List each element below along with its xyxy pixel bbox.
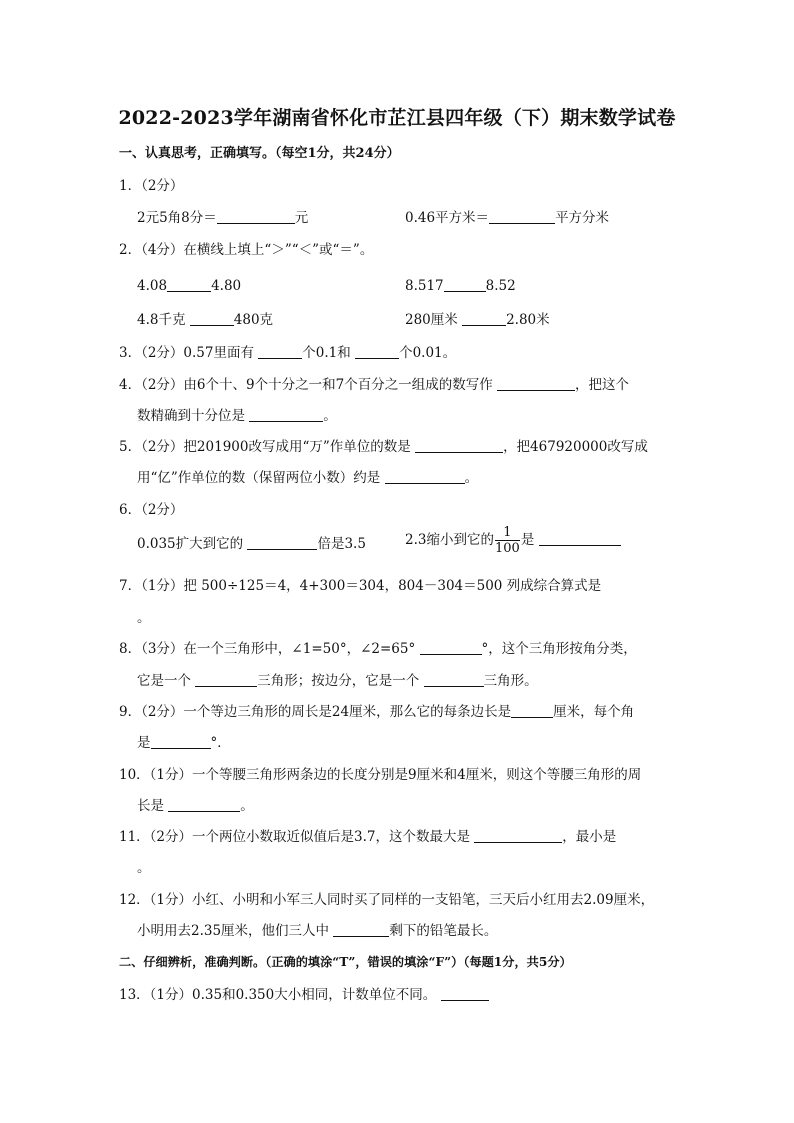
question-6-part-b: 2.3缩小到它的 $\frac{1}{100}$ 是 <box>405 523 621 557</box>
answer-blank[interactable] <box>190 311 234 326</box>
answer-blank[interactable] <box>489 209 555 224</box>
question-7-line-2: 。 <box>137 610 151 626</box>
question-6-head: 6．（2分） <box>119 502 184 518</box>
answer-blank[interactable] <box>168 797 240 812</box>
answer-blank[interactable] <box>167 277 211 292</box>
answer-blank[interactable] <box>511 703 553 718</box>
answer-blank[interactable] <box>497 376 575 391</box>
question-11-line-2: 。 <box>137 860 151 876</box>
question-10-line-1: 10．（1分）一个等腰三角形两条边的长度分别是9厘米和4厘米，则这个等腰三角形的周 <box>119 767 642 783</box>
page-title: 2022-2023学年湖南省怀化市芷江县四年级（下）期末数学试卷 <box>118 107 676 129</box>
question-5-line-2: 用“亿”作单位的数（保留两位小数）约是 。 <box>137 470 479 486</box>
question-2-part-a: 4.08 4.80 <box>137 278 242 294</box>
question-5-line-1: 5．（2分）把201900改写成用“万”作单位的数是 ，把467920000改写成 <box>119 439 648 455</box>
question-10-line-2: 长是 。 <box>137 798 254 814</box>
answer-blank[interactable] <box>333 922 389 937</box>
answer-blank[interactable] <box>247 535 317 550</box>
answer-blank[interactable] <box>385 469 465 484</box>
question-3: 3．（2分）0.57里面有 个0.1和 个0.01。 <box>119 345 457 361</box>
question-8-line-1: 8．（3分）在一个三角形中，∠1=50°，∠2=65° °，这个三角形按角分类， <box>119 641 637 657</box>
fraction-one-hundredth: $\frac{1}{100}$ <box>494 525 520 556</box>
answer-blank[interactable] <box>249 407 323 422</box>
question-2-part-c: 4.8千克 480克 <box>137 312 274 328</box>
answer-blank[interactable] <box>539 531 621 546</box>
question-11-line-1: 11．（2分）一个两位小数取近似值后是3.7，这个数最大是 ，最小是 <box>119 829 617 845</box>
answer-blank[interactable] <box>355 344 399 359</box>
question-13: 13．（1分）0.35和0.350大小相同，计数单位不同。 <box>119 986 489 1004</box>
answer-blank[interactable] <box>195 672 257 687</box>
answer-blank[interactable] <box>462 311 506 326</box>
answer-blank[interactable] <box>415 438 503 453</box>
question-6-part-a: 0.035扩大到它的 倍是3.5 <box>137 536 366 552</box>
question-2-head: 2．（4分）在横线上填上“＞”“＜”或“＝”。 <box>119 242 374 258</box>
answer-blank[interactable] <box>444 277 486 292</box>
question-2-part-b: 8.517 8.52 <box>405 278 516 294</box>
section-2-heading: 二、仔细辨析，准确判断。（正确的填涂“T”，错误的填涂“F”）（每题1分，共5分） <box>119 955 572 969</box>
question-12-line-2: 小明用去2.35厘米，他们三人中 剩下的铅笔最长。 <box>137 923 498 939</box>
question-8-line-2: 它是一个 三角形；按边分，它是一个 三角形。 <box>137 673 538 689</box>
answer-blank[interactable] <box>441 986 489 1001</box>
answer-blank[interactable] <box>424 672 484 687</box>
answer-blank[interactable] <box>258 344 302 359</box>
question-1-part-a: 2元5角8分＝ 元 <box>137 210 309 226</box>
question-12-line-1: 12．（1分）小红、小明和小军三人同时买了同样的一支铅笔，三天后小红用去2.09厘米， <box>119 892 655 908</box>
answer-blank[interactable] <box>474 828 562 843</box>
answer-blank[interactable] <box>420 640 482 655</box>
question-1-part-b: 0.46平方米＝ 平方分米 <box>405 210 610 226</box>
answer-blank[interactable] <box>217 209 295 224</box>
question-9-line-1: 9．（2分）一个等边三角形的周长是24厘米，那么它的每条边长是 厘米，每个角 <box>119 704 635 720</box>
answer-blank[interactable] <box>151 734 211 749</box>
section-1-heading: 一、认真思考，正确填写。（每空1分，共24分） <box>119 146 400 161</box>
question-4-line-1: 4．（2分）由6个十、9个十分之一和7个百分之一组成的数写作 ，把这个 <box>119 377 629 393</box>
question-7-line-1: 7．（1分）把 500÷125＝4，4+300＝304，804－304＝500 列成综合算式是 <box>119 578 602 594</box>
question-4-line-2: 数精确到十分位是 。 <box>137 408 337 424</box>
question-2-part-d: 280厘米 2.80米 <box>405 312 550 328</box>
question-1-head: 1．（2分） <box>119 178 184 194</box>
question-9-line-2: 是 °． <box>137 735 231 751</box>
